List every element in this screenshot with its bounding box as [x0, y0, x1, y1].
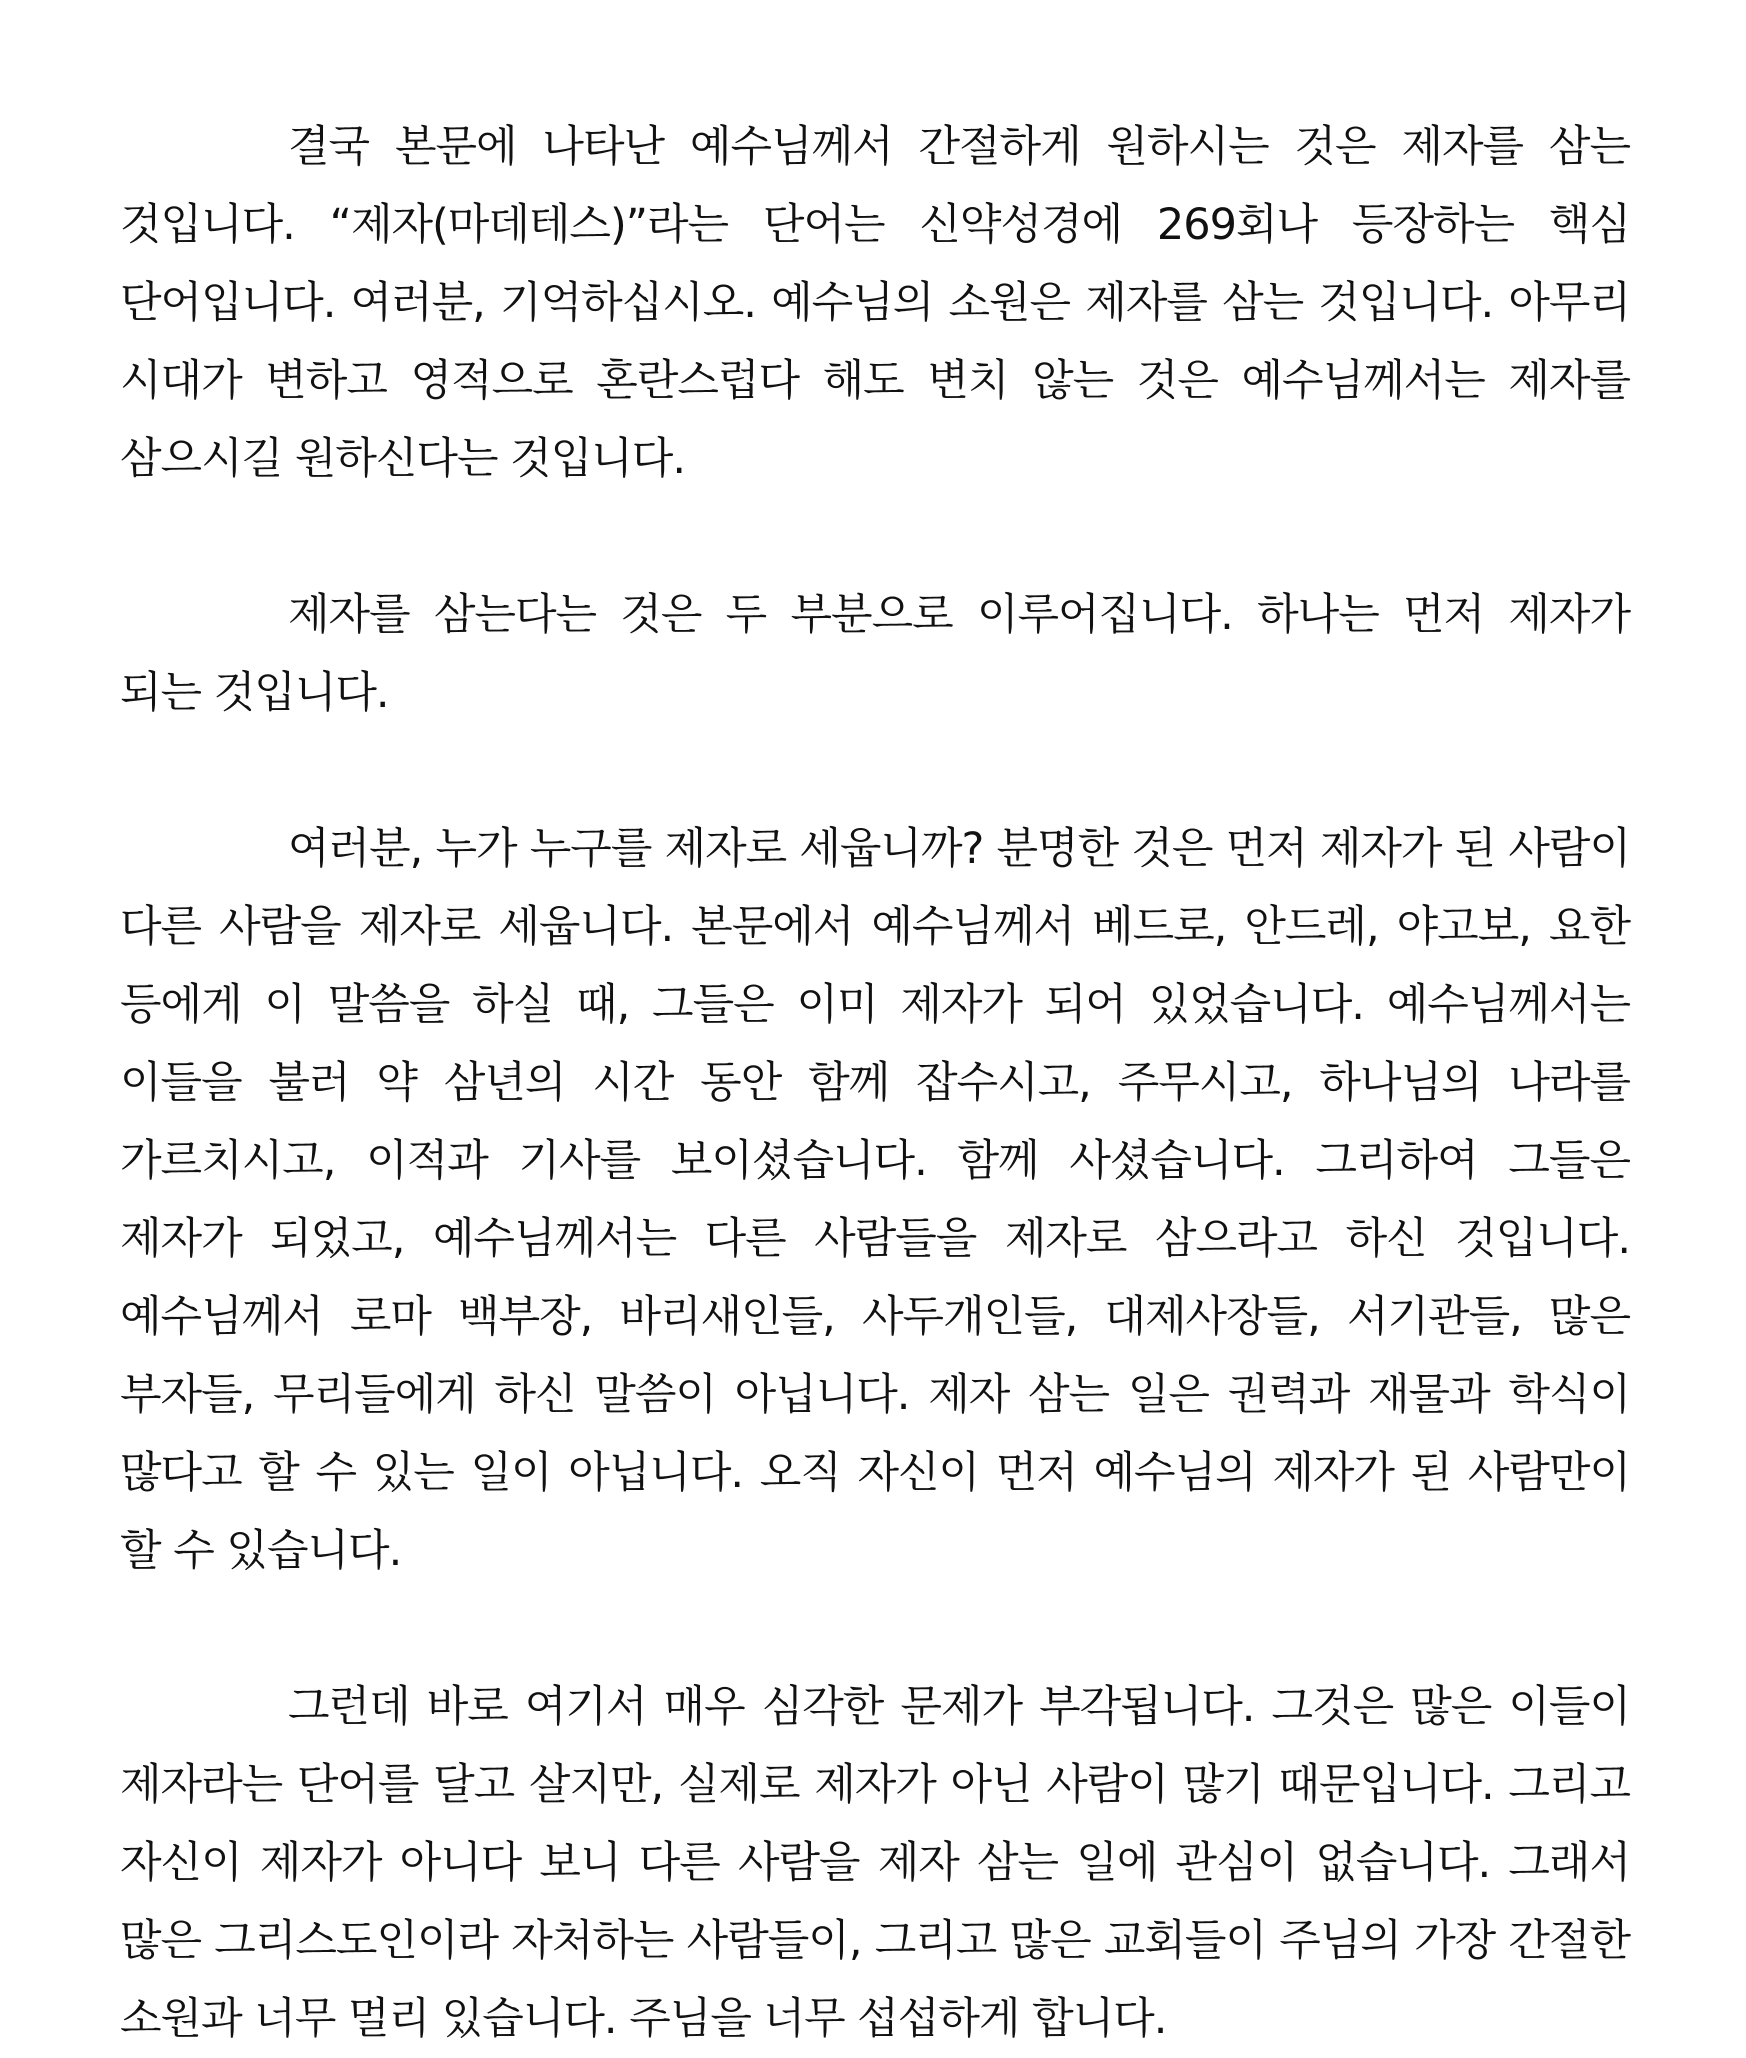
paragraph-1: 결국 본문에 나타난 예수님께서 간절하게 원하시는 것은 제자를 삼는 것입니다. “제자(마데테스)”라는 단어는 신약성경에 269회나 등장하는 핵심 단어입니다. 여러분, 기억하십시오. 예수님의 소원은 제자를 삼는 것입니다. 아무리 시대가 변하고 영적으로 혼란스럽다 해도 변치 않는 것은 예수님께서는 제자를 삼으시길 원하신다는 것입니다.: [120, 122, 1630, 484]
document-page: [120, 108, 1630, 2058]
paragraph-2: 제자를 삼는다는 것은 두 부분으로 이루어집니다. 하나는 먼저 제자가 되는 것입니다.: [120, 590, 1630, 718]
paragraph-4: 그런데 바로 여기서 매우 심각한 문제가 부각됩니다. 그것은 많은 이들이 제자라는 단어를 달고 살지만, 실제로 제자가 아닌 사람이 많기 때문입니다. 그리고 자신이 제자가 아니다 보니 다른 사람을 제자 삼는 일에 관심이 없습니다. 그래서 많은 그리스도인이라 자처하는 사람들이, 그리고 많은 교회들이 주님의 가장 간절한 소원과 너무 멀리 있습니다. 주님을 너무 섭섭하게 합니다.: [120, 1682, 1630, 2044]
paragraph-3: 여러분, 누가 누구를 제자로 세웁니까? 분명한 것은 먼저 제자가 된 사람이 다른 사람을 제자로 세웁니다. 본문에서 예수님께서 베드로, 안드레, 야고보, 요한 등에게 이 말씀을 하실 때, 그들은 이미 제자가 되어 있었습니다. 예수님께서는 이들을 불러 약 삼년의 시간 동안 함께 잡수시고, 주무시고, 하나님의 나라를 가르치시고, 이적과 기사를 보이셨습니다. 함께 사셨습니다. 그리하여 그들은 제자가 되었고, 예수님께서는 다른 사람들을 제자로 삼으라고 하신 것입니다. 예수님께서 로마 백부장, 바리새인들, 사두개인들, 대제사장들, 서기관들, 많은 부자들, 무리들에게 하신 말씀이 아닙니다. 제자 삼는 일은 권력과 재물과 학식이 많다고 할 수 있는 일이 아닙니다. 오직 자신이 먼저 예수님의 제자가 된 사람만이 할 수 있습니다.: [120, 824, 1630, 1576]
